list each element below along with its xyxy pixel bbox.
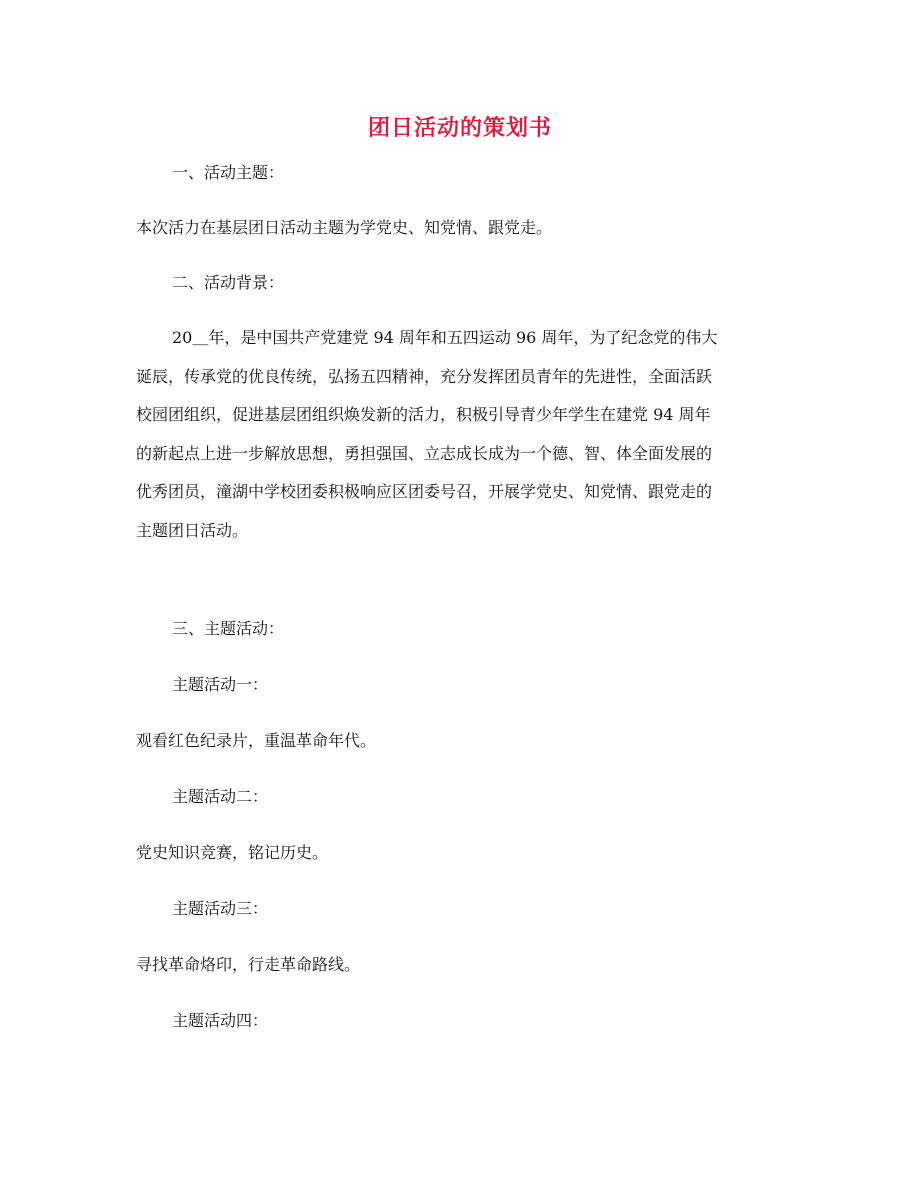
activity-1-heading: 主题活动一： bbox=[172, 675, 269, 694]
section-3-heading: 三、主题活动： bbox=[172, 619, 285, 638]
section-2-heading: 二、活动背景： bbox=[172, 273, 285, 292]
section-1-heading: 一、活动主题： bbox=[172, 163, 285, 182]
activity-3-heading: 主题活动三： bbox=[172, 899, 269, 918]
paragraph-line: 的新起点上进一步解放思想，勇担强国、立志成长成为一个德、智、体全面发展的 bbox=[136, 443, 713, 463]
activity-3-text: 寻找革命烙印，行走革命路线。 bbox=[136, 955, 361, 974]
paragraph-line: 优秀团员，潼湖中学校团委积极响应区团委号召，开展学党史、知党情、跟党走的 bbox=[136, 482, 713, 502]
paragraph-line: 主题团日活动。 bbox=[136, 520, 249, 540]
activity-1-text: 观看红色纪录片，重温革命年代。 bbox=[136, 731, 377, 750]
paragraph-line: 20＿年，是中国共产党建党 94 周年和五四运动 96 周年，为了纪念党的伟大 bbox=[172, 328, 718, 347]
document-title: 团日活动的策划书 bbox=[367, 116, 552, 141]
section-1-text: 本次活力在基层团日活动主题为学党史、知党情、跟党走。 bbox=[136, 218, 553, 237]
section-2-paragraph bbox=[136, 330, 796, 562]
paragraph-line: 诞辰，传承党的优良传统，弘扬五四精神，充分发挥团员青年的先进性，全面活跃 bbox=[136, 366, 713, 386]
activity-2-text: 党史知识竞赛，铭记历史。 bbox=[136, 843, 329, 862]
paragraph-line: 校园团组织，促进基层团组织焕发新的活力，积极引导青少年学生在建党 94 周年 bbox=[136, 405, 711, 425]
activity-2-heading: 主题活动二： bbox=[172, 787, 269, 806]
activity-4-heading: 主题活动四： bbox=[172, 1011, 269, 1030]
